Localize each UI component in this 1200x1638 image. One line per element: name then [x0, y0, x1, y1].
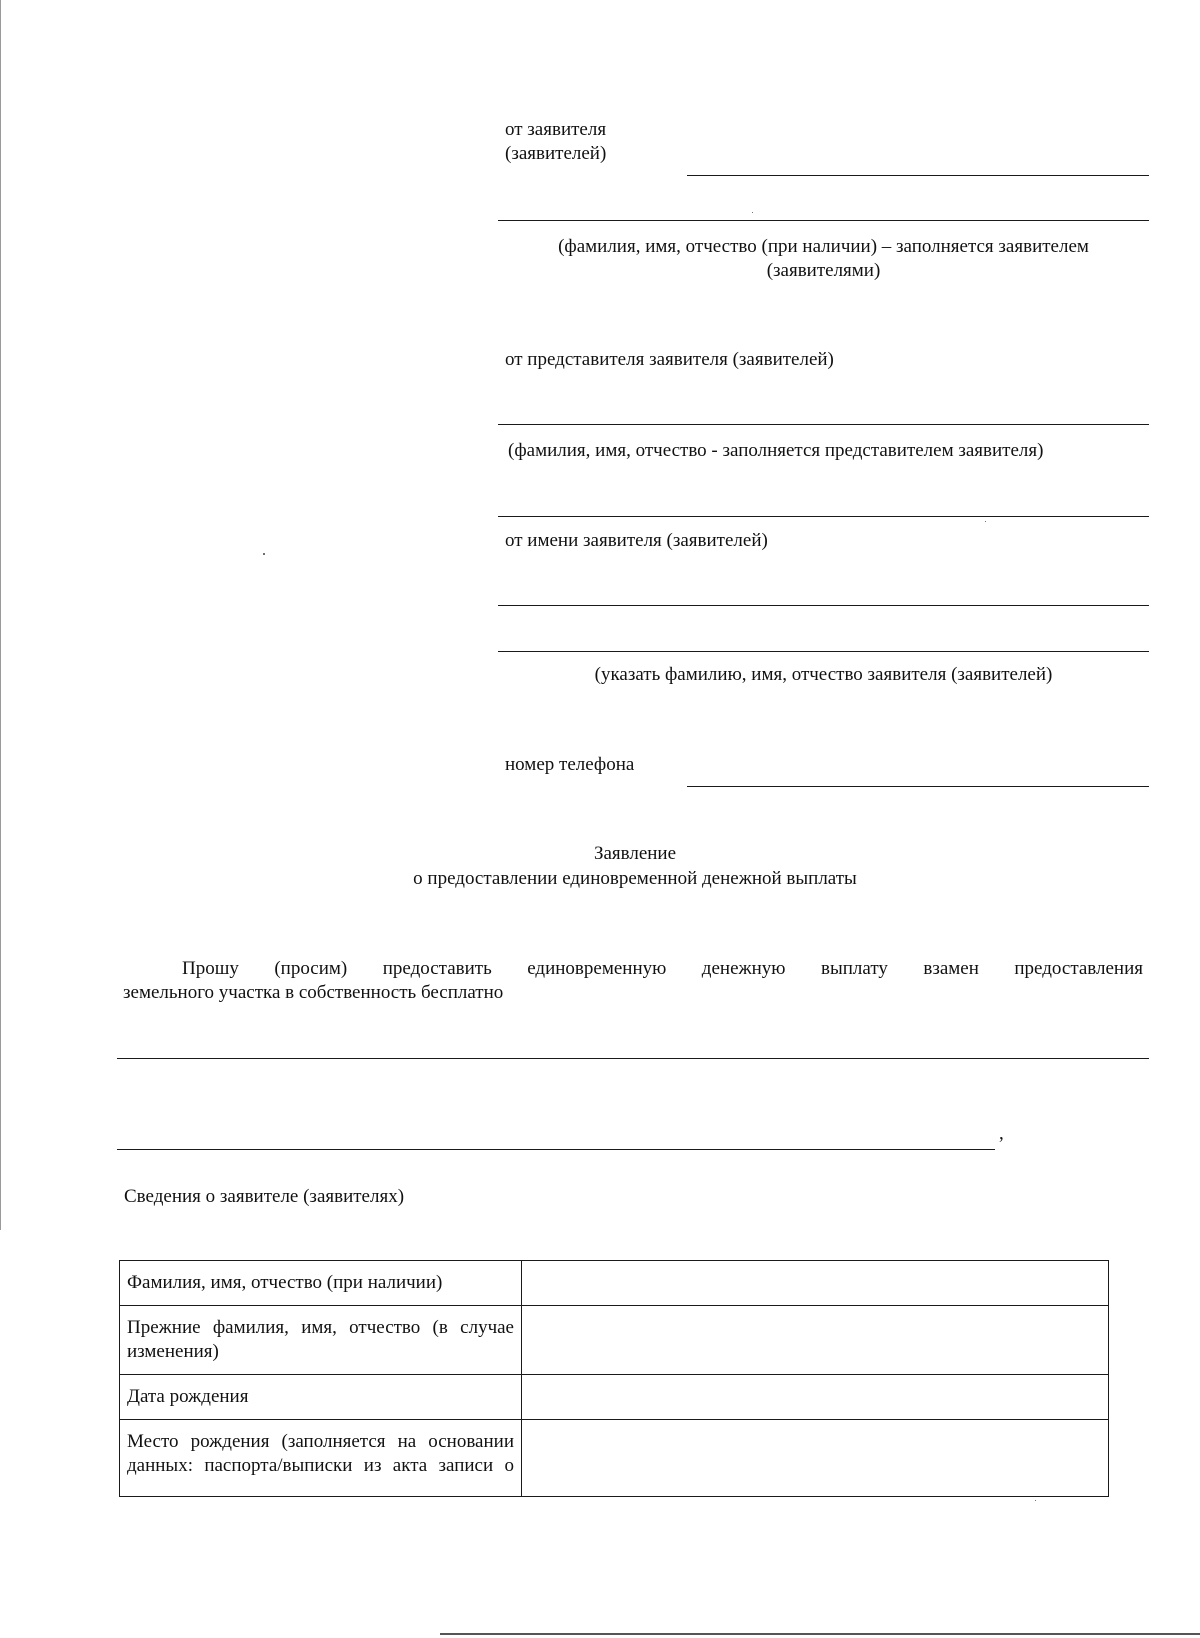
on-behalf-field-line-2[interactable]	[498, 651, 1149, 652]
applicant-name-hint-line1: (фамилия, имя, отчество (при наличии) – заполняется заявителем	[558, 236, 1089, 257]
representative-name-field-line[interactable]	[498, 424, 1149, 425]
trailing-comma: ,	[999, 1123, 1004, 1144]
statement-body-line2: земельного участка в собственность бесплатно	[123, 982, 504, 1003]
table-row	[120, 1420, 1109, 1497]
representative-extra-field-line[interactable]	[498, 516, 1149, 517]
phone-label: номер телефона	[505, 754, 635, 775]
request-details-field-line-2[interactable]	[117, 1149, 995, 1150]
birth-date-value[interactable]	[522, 1375, 1109, 1420]
from-applicant-label-line2: (заявителей)	[505, 143, 607, 164]
applicant-name-hint-line2: (заявителями)	[766, 260, 881, 281]
previous-name-value[interactable]	[522, 1306, 1109, 1375]
birth-place-value[interactable]	[522, 1420, 1109, 1497]
applicant-name-hint	[498, 235, 1149, 283]
statement-body-line1: Прошу (просим) предоставить единовременную денежную выплату взамен предоставления	[182, 958, 1143, 979]
statement-subtitle: о предоставлении единовременной денежной выплаты	[413, 868, 857, 889]
statement-title: Заявление	[593, 843, 677, 864]
statement-body	[123, 957, 1143, 1005]
applicant-info-heading: Сведения о заявителе (заявителях)	[124, 1186, 405, 1207]
on-behalf-field-line[interactable]	[498, 605, 1149, 606]
on-behalf-label: от имени заявителя (заявителей)	[505, 530, 768, 551]
full-name-label: Фамилия, имя, отчество (при наличии)	[120, 1261, 522, 1306]
from-applicant-label-line1: от заявителя	[505, 119, 607, 140]
on-behalf-hint: (указать фамилию, имя, отчество заявителя (заявителей)	[594, 664, 1053, 685]
birth-place-label: Место рождения (заполняется на основании данных: паспорта/выписки из акта записи о	[120, 1420, 522, 1497]
scan-speck	[985, 521, 986, 522]
full-name-value[interactable]	[522, 1261, 1109, 1306]
applicant-info-table	[119, 1260, 1109, 1497]
scan-speck	[1035, 1500, 1036, 1501]
applicant-name-field-line[interactable]	[687, 175, 1149, 176]
phone-field-line[interactable]	[687, 786, 1149, 787]
birth-date-label: Дата рождения	[120, 1375, 522, 1420]
request-details-field-line[interactable]	[117, 1058, 1149, 1059]
previous-name-label: Прежние фамилия, имя, отчество (в случае изменения)	[120, 1306, 522, 1375]
table-row	[120, 1261, 1109, 1306]
table-row	[120, 1306, 1109, 1375]
scan-speck	[752, 212, 753, 213]
scan-bottom-edge	[440, 1633, 1200, 1635]
table-row	[120, 1375, 1109, 1420]
scan-speck	[263, 553, 265, 555]
applicant-name-field-line-2[interactable]	[498, 220, 1149, 221]
from-representative-label: от представителя заявителя (заявителей)	[505, 349, 834, 370]
scan-left-edge	[0, 0, 1, 1230]
representative-name-hint: (фамилия, имя, отчество - заполняется представителем заявителя)	[508, 440, 1044, 461]
